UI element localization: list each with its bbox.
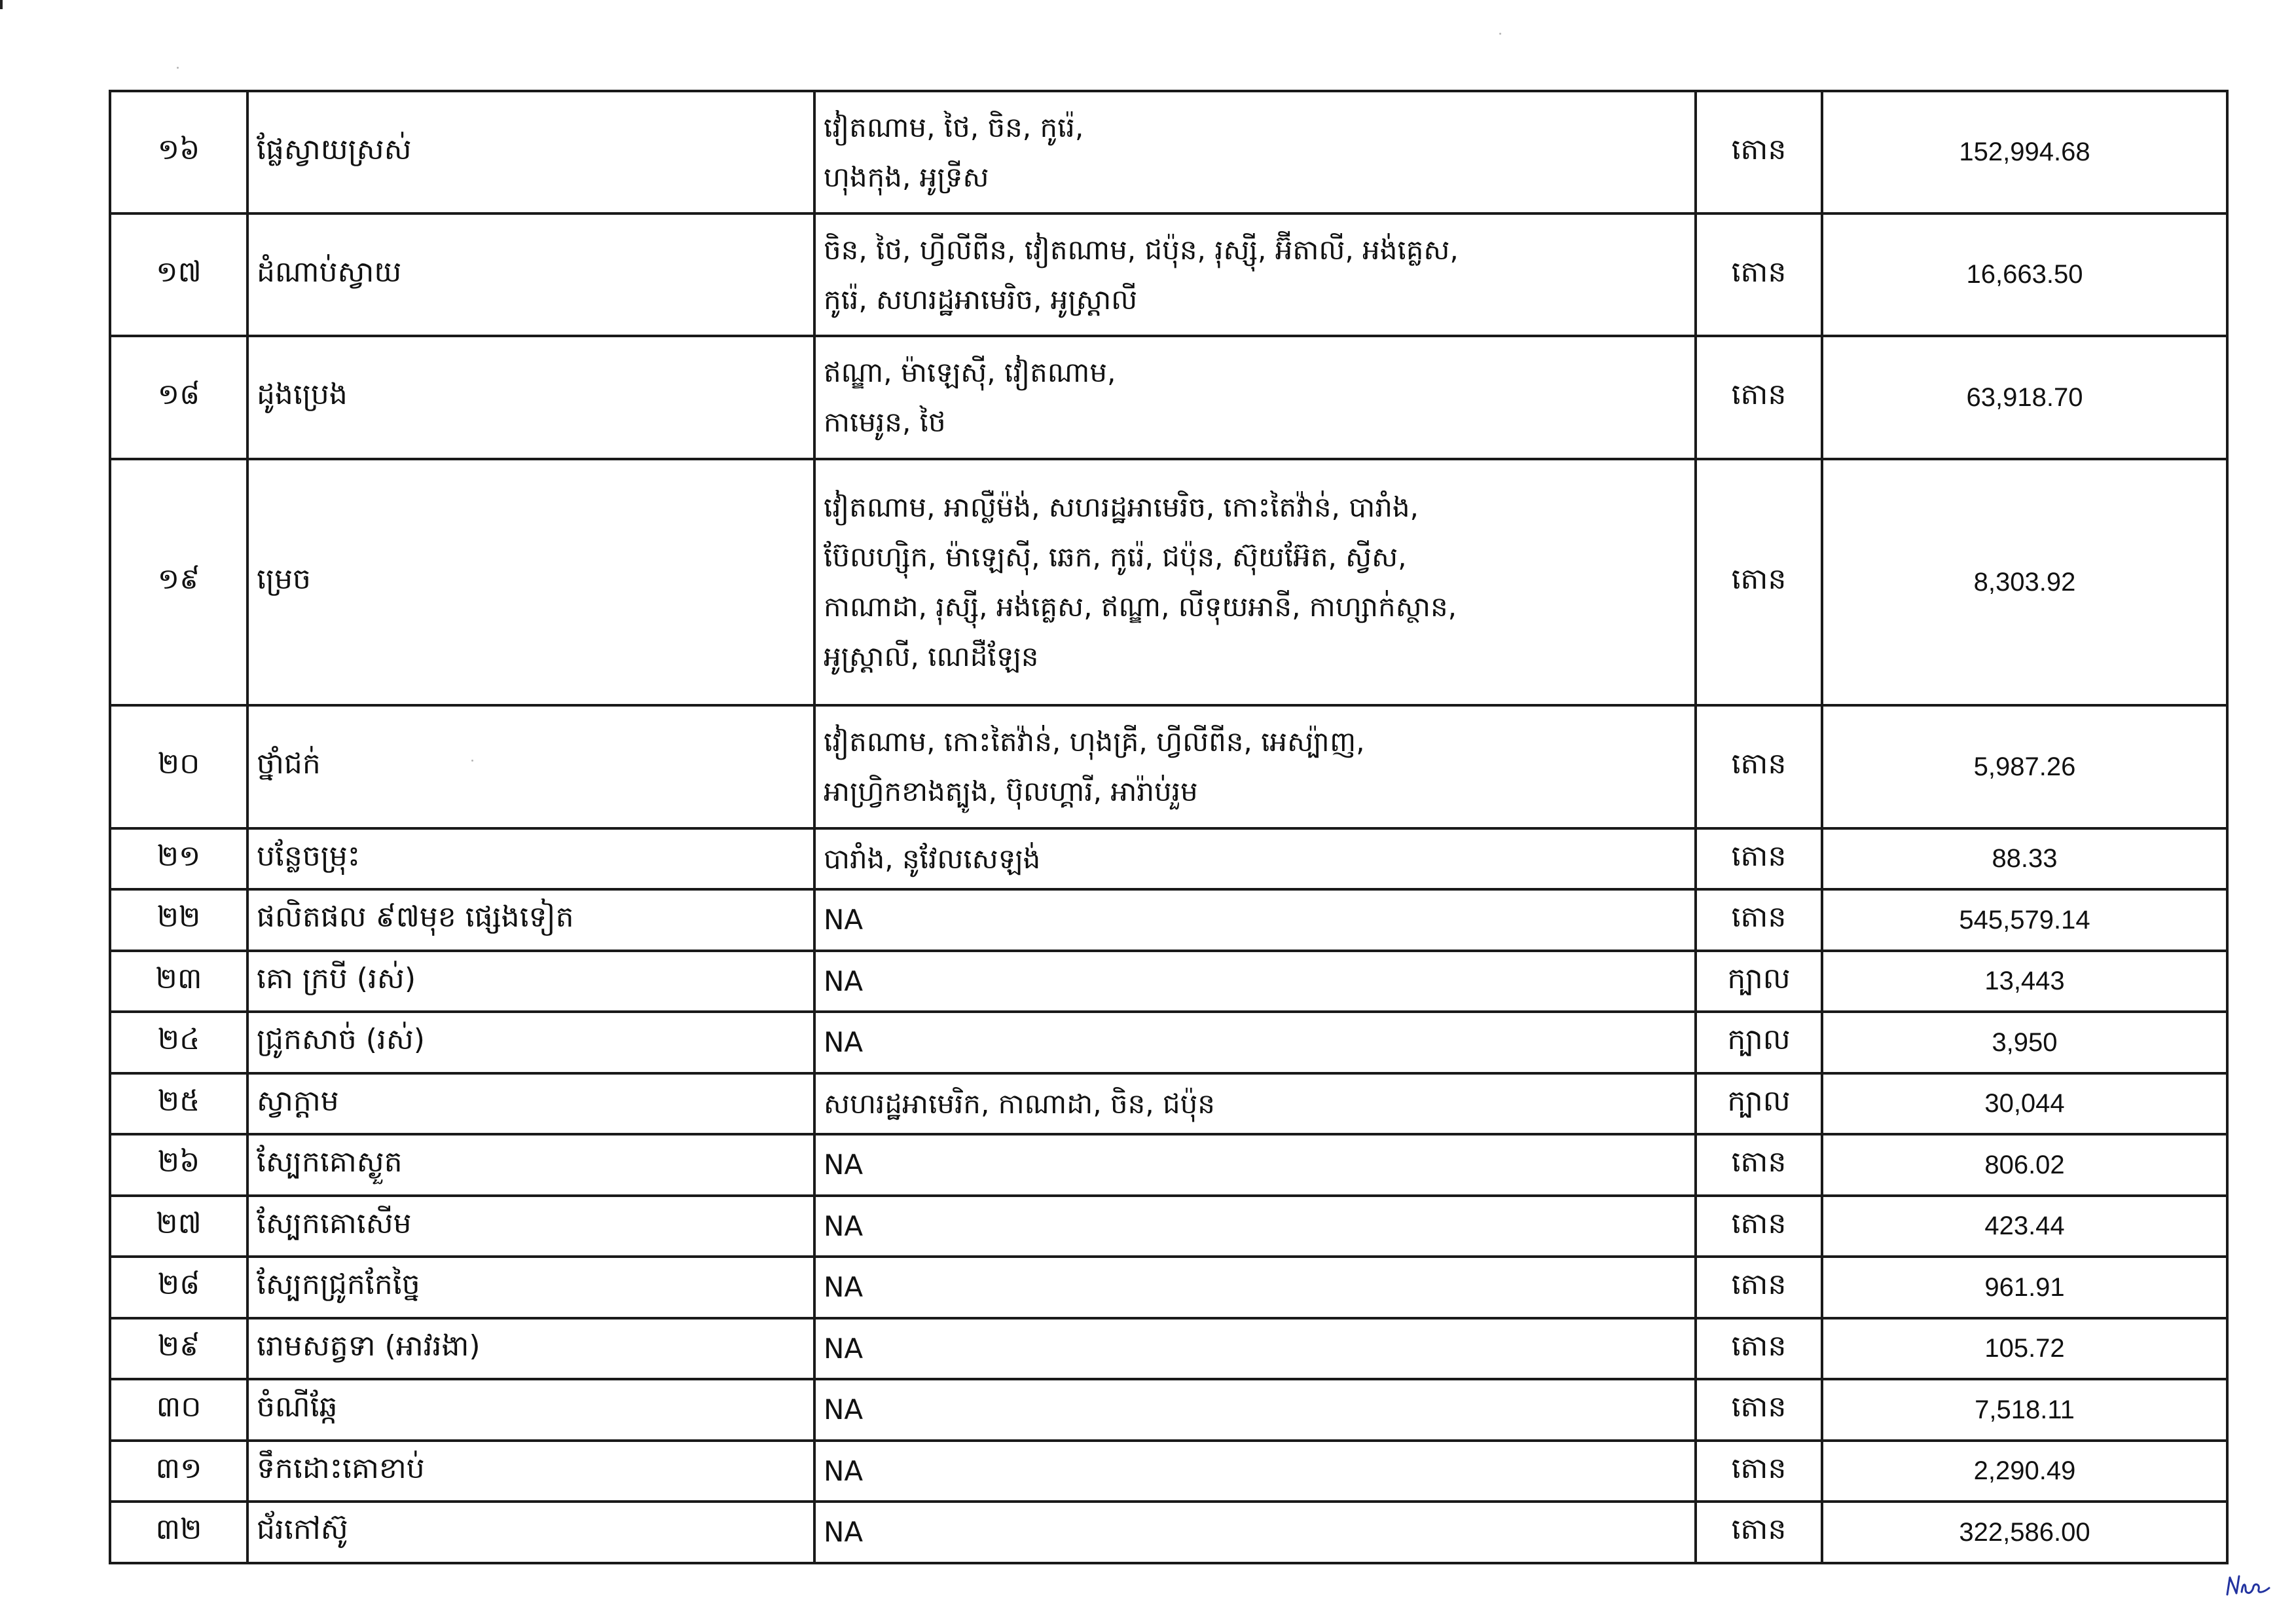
destination-line: NA [824, 1454, 864, 1487]
destination-line: អាហ្វ្រិកខាងត្បូង, ប៊ុលហ្គារី, អារ៉ាប់រួម [824, 775, 1198, 807]
unit: ក្បាល [1696, 1012, 1822, 1073]
table-row [110, 1196, 2227, 1257]
quantity: 7,518.11 [1822, 1379, 2227, 1441]
unit: តោន [1696, 1318, 1822, 1379]
row-number: ២១ [110, 828, 247, 889]
product-name: ស្បែកគោស្ងួត [247, 1134, 814, 1196]
unit: តោន [1696, 459, 1822, 705]
destination-line: វៀតណាម, អាល្លឺម៉ង់, សហរដ្ឋអាមេរិច, កោះតៃវ៉ាន់, បារាំង, [824, 491, 1419, 523]
product-name: ជ្រូកសាច់ (រស់) [247, 1012, 814, 1073]
unit: តោន [1696, 889, 1822, 951]
product-name: ផលិតផល ៩៧មុខ ផ្សេងទៀត [247, 889, 814, 951]
destination-countries [814, 705, 1696, 828]
unit: តោន [1696, 336, 1822, 459]
row-number: ២៩ [110, 1318, 247, 1379]
unit: តោន [1696, 828, 1822, 889]
row-number: ៣២ [110, 1502, 247, 1563]
table-row [110, 951, 2227, 1012]
destination-line: NA [824, 1271, 864, 1303]
destination-line: ចិន, ថៃ, ហ្វីលីពីន, វៀតណាម, ជប៉ុន, រុស្ស៊ី, អ៊ីតាលី, អង់គ្លេស, [824, 233, 1459, 266]
destination-countries [814, 1441, 1696, 1502]
product-name: ថ្នាំជក់ [247, 705, 814, 828]
row-number: ១៧ [110, 213, 247, 336]
destination-line: សហរដ្ឋអាមេរិក, កាណាដា, ចិន, ជប៉ុន [824, 1087, 1215, 1120]
quantity: 5,987.26 [1822, 705, 2227, 828]
row-number: ២៧ [110, 1196, 247, 1257]
destination-countries [814, 1257, 1696, 1318]
export-products-table [109, 90, 2229, 1564]
product-name: ស្បែកគោសើម [247, 1196, 814, 1257]
unit: តោន [1696, 705, 1822, 828]
handwritten-initials-signature [2223, 1568, 2276, 1601]
page-edge-mark [0, 0, 3, 9]
quantity: 3,950 [1822, 1012, 2227, 1073]
product-name: រោមសត្វទា (អាវរងា) [247, 1318, 814, 1379]
destination-line: អូស្ត្រាលី, ណេដឺឡែន [824, 640, 1039, 673]
quantity: 2,290.49 [1822, 1441, 2227, 1502]
destination-countries [814, 1073, 1696, 1134]
destination-line: NA [824, 1393, 864, 1426]
destination-line: វៀតណាម, កោះតៃវ៉ាន់, ហុងគ្រី, ហ្វីលីពីន, អេស្ប៉ាញ, [824, 726, 1365, 758]
unit: តោន [1696, 213, 1822, 336]
unit: តោន [1696, 1134, 1822, 1196]
unit: តោន [1696, 1257, 1822, 1318]
table-row [110, 459, 2227, 705]
table-row [110, 828, 2227, 889]
destination-line: កាណាដា, រុស្ស៊ី, អង់គ្លេស, ឥណ្ឌា, លីទុយអានី, កាហ្សាក់ស្ថាន, [824, 591, 1457, 623]
row-number: ២៦ [110, 1134, 247, 1196]
destination-line: NA [824, 1149, 864, 1181]
unit: តោន [1696, 1502, 1822, 1563]
destination-countries [814, 951, 1696, 1012]
scan-speck [1499, 33, 1501, 35]
quantity: 423.44 [1822, 1196, 2227, 1257]
destination-countries [814, 1379, 1696, 1441]
destination-countries [814, 889, 1696, 951]
product-name: ចំណីឆ្កែ [247, 1379, 814, 1441]
row-number: ២៥ [110, 1073, 247, 1134]
quantity: 16,663.50 [1822, 213, 2227, 336]
quantity: 105.72 [1822, 1318, 2227, 1379]
destination-line: NA [824, 1026, 864, 1058]
product-name: ស្វាក្ដាម [247, 1073, 814, 1134]
unit: តោន [1696, 1441, 1822, 1502]
row-number: ២៣ [110, 951, 247, 1012]
table-body [110, 91, 2227, 1563]
product-name: ជ័រកៅស៊ូ [247, 1502, 814, 1563]
destination-line: វៀតណាម, ថៃ, ចិន, កូរ៉េ, [824, 111, 1084, 143]
destination-countries [814, 213, 1696, 336]
destination-countries [814, 828, 1696, 889]
destination-line: NA [824, 904, 864, 936]
destination-countries [814, 1012, 1696, 1073]
destination-line: កូរ៉េ, សហរដ្ឋអាមេរិច, អូស្ត្រាលី [824, 283, 1138, 316]
destination-line: NA [824, 1209, 864, 1242]
product-name: ផ្លែស្វាយស្រស់ [247, 91, 814, 213]
row-number: ១៦ [110, 91, 247, 213]
destination-countries [814, 1502, 1696, 1563]
quantity: 961.91 [1822, 1257, 2227, 1318]
quantity: 152,994.68 [1822, 91, 2227, 213]
row-number: ២០ [110, 705, 247, 828]
row-number: ៣០ [110, 1379, 247, 1441]
product-name: ដំណាប់ស្វាយ [247, 213, 814, 336]
table-row [110, 1502, 2227, 1563]
destination-countries [814, 1318, 1696, 1379]
quantity: 322,586.00 [1822, 1502, 2227, 1563]
row-number: ១៨ [110, 336, 247, 459]
product-name: ស្បែកជ្រូកកែច្នៃ [247, 1257, 814, 1318]
destination-countries [814, 336, 1696, 459]
table-row [110, 213, 2227, 336]
destination-line: ឥណ្ឌា, ម៉ាឡេស៊ី, វៀតណាម, [824, 356, 1116, 388]
row-number: ២៤ [110, 1012, 247, 1073]
table-row [110, 91, 2227, 213]
scan-speck [177, 67, 179, 69]
destination-line: ហុងកុង, អូទ្រីស [824, 160, 989, 193]
quantity: 806.02 [1822, 1134, 2227, 1196]
destination-line: បារាំង, នូវែលសេឡង់ [824, 842, 1041, 875]
table-row [110, 1318, 2227, 1379]
quantity: 30,044 [1822, 1073, 2227, 1134]
table-row [110, 889, 2227, 951]
destination-countries [814, 459, 1696, 705]
scan-speck [471, 760, 473, 762]
destination-line: NA [824, 1332, 864, 1365]
unit: តោន [1696, 91, 1822, 213]
quantity: 88.33 [1822, 828, 2227, 889]
row-number: ៣១ [110, 1441, 247, 1502]
product-name: ដូងប្រេង [247, 336, 814, 459]
destination-line: កាមេរូន, ថៃ [824, 406, 946, 438]
quantity: 8,303.92 [1822, 459, 2227, 705]
product-name: ម្រេច [247, 459, 814, 705]
table-row [110, 1257, 2227, 1318]
destination-countries [814, 1196, 1696, 1257]
product-name: បន្លែចម្រុះ [247, 828, 814, 889]
destination-line: NA [824, 1516, 864, 1548]
table-row [110, 705, 2227, 828]
table-row [110, 1441, 2227, 1502]
table-row [110, 1134, 2227, 1196]
table-row [110, 336, 2227, 459]
unit: តោន [1696, 1196, 1822, 1257]
row-number: ២៨ [110, 1257, 247, 1318]
unit: ក្បាល [1696, 951, 1822, 1012]
table-row [110, 1379, 2227, 1441]
table-row [110, 1012, 2227, 1073]
quantity: 13,443 [1822, 951, 2227, 1012]
row-number: ២២ [110, 889, 247, 951]
destination-countries [814, 1134, 1696, 1196]
quantity: 63,918.70 [1822, 336, 2227, 459]
destination-countries [814, 91, 1696, 213]
destination-line: NA [824, 965, 864, 997]
quantity: 545,579.14 [1822, 889, 2227, 951]
destination-line: ប៊ែលហ្ស៊ិក, ម៉ាឡេស៊ី, ឆេក, កូរ៉េ, ជប៉ុន, ស៊ុយអ៊ែត, ស្វីស, [824, 541, 1407, 573]
row-number: ១៩ [110, 459, 247, 705]
table-row [110, 1073, 2227, 1134]
product-name: គោ ក្របី (រស់) [247, 951, 814, 1012]
unit: តោន [1696, 1379, 1822, 1441]
product-name: ទឹកដោះគោខាប់ [247, 1441, 814, 1502]
unit: ក្បាល [1696, 1073, 1822, 1134]
